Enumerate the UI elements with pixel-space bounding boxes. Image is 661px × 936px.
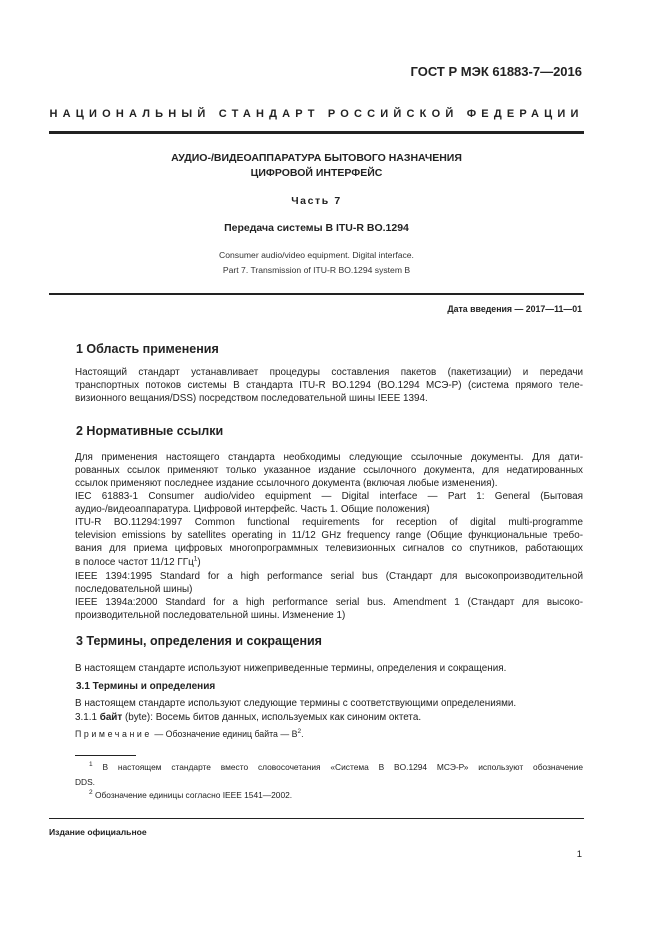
text-line xyxy=(75,556,583,569)
footer-rule xyxy=(49,818,584,819)
footnote-ref-2[interactable]: 2 xyxy=(297,728,302,736)
english-title-line-1: Consumer audio/video equipment. Digital interface. xyxy=(219,250,414,260)
english-title-line-2: Part 7. Transmission of ITU-R BO.1294 system B xyxy=(222,265,411,275)
note-text: — Обозначение единиц байта — B xyxy=(154,729,298,739)
term-3-1-1 xyxy=(75,711,583,724)
section-3-intro xyxy=(75,662,583,675)
note-label: Примечание xyxy=(75,729,152,739)
section-3-heading: 3 Термины, определения и сокращения xyxy=(76,634,322,648)
text-line xyxy=(75,788,583,803)
text-line: производительной последовательной шины. Изменение 1) xyxy=(75,610,346,622)
text-line xyxy=(75,760,583,775)
footnote-2 xyxy=(75,788,583,803)
term-note xyxy=(75,729,304,739)
text-line: вания для приема цифровых многопрограммных телевизионных сигналов со спутников, работающих xyxy=(75,543,583,555)
text-line: Для применения настоящего стандарта необходимы следующие ссылочные документы. Для дати- xyxy=(75,452,583,463)
section-1-paragraph xyxy=(75,366,583,406)
text-line: ITU-R BO.11294:1997 Common functional requirements for reception of digital multi-programme xyxy=(75,517,583,528)
text-line: В настоящем стандарте используют нижеприведенные термины, определения и сокращения. xyxy=(75,663,507,674)
reference-itu-r-bo-11294 xyxy=(75,516,583,569)
part-label: Часть 7 xyxy=(291,195,342,207)
title-line-1: АУДИО-/ВИДЕОАППАРАТУРА БЫТОВОГО НАЗНАЧЕНИЯ xyxy=(171,152,462,164)
text-line: последовательной шины) xyxy=(75,584,193,596)
text-fragment: ) xyxy=(197,556,201,568)
section-2-heading: 2 Нормативные ссылки xyxy=(76,424,224,438)
title-line-2: ЦИФРОВОЙ ИНТЕРФЕЙС xyxy=(250,167,383,179)
subsection-3-1-heading: 3.1 Термины и определения xyxy=(76,681,216,692)
national-standard-header: НАЦИОНАЛЬНЫЙ СТАНДАРТ РОССИЙСКОЙ ФЕДЕРАЦИИ xyxy=(49,108,584,120)
term-name: байт xyxy=(99,712,123,723)
reference-iec-61883-1 xyxy=(75,490,583,516)
footnote-ref-1[interactable]: 1 xyxy=(193,555,198,563)
footnote-text: В настоящем стандарте вместо словосочетания «Система В BO.1294 МСЭ-Р» используют обозначение xyxy=(102,762,584,772)
footnote-mark: 1 xyxy=(89,761,93,769)
subsection-3-1-intro xyxy=(75,697,583,710)
text-line: В настоящем стандарте используют следующие термины с соответствующими определениями. xyxy=(75,698,517,709)
footnote-mark: 2 xyxy=(89,789,93,797)
note-tail: . xyxy=(301,729,304,739)
text-line: DDS. xyxy=(75,776,96,787)
text-line: рованных ссылок применяют только указанное издание ссылочного документа, для недатированных xyxy=(75,465,583,477)
text-line: IEEE 1394a:2000 Standard for a high performance serial bus. Amendment 1 (Стандарт для высоко- xyxy=(75,597,583,608)
page-number: 1 xyxy=(576,849,582,860)
footnote-separator xyxy=(75,755,136,756)
footnote-text: Обозначение единицы согласно IEEE 1541—2002. xyxy=(94,790,293,800)
term-definition: (byte): Восемь битов данных, используемых как синоним октета. xyxy=(124,712,422,723)
edition-label: Издание официальное xyxy=(49,827,147,837)
title-rule xyxy=(49,293,584,295)
reference-ieee-1394 xyxy=(75,570,583,596)
term-number: 3.1.1 xyxy=(75,712,97,723)
text-line: визионного вещания/DSS) посредством последовательной шины IEEE 1394. xyxy=(75,393,428,405)
text-line: транспортных потоков системы В стандарта ITU-R BO.1294 (BO.1294 МСЭ-Р) (система прямого теле- xyxy=(75,380,583,392)
section-2-paragraph-1 xyxy=(75,451,583,491)
reference-ieee-1394a xyxy=(75,596,583,622)
text-line: аудио-/видеоаппаратура. Цифровой интерфейс. Часть 1. Общие положения) xyxy=(75,504,430,516)
document-subtitle: Передача системы В ITU-R BO.1294 xyxy=(224,222,409,234)
text-line: ссылок применяют последнее издание ссылочного документа (включая любые изменения). xyxy=(75,478,498,490)
text-line: IEC 61883-1 Consumer audio/video equipment — Digital interface — Part 1: General (Бытовая xyxy=(75,491,583,502)
section-1-heading: 1 Область применения xyxy=(76,342,219,356)
header-rule xyxy=(49,131,584,134)
text-line: IEEE 1394:1995 Standard for a high performance serial bus (Стандарт для высокопроизводительной xyxy=(75,571,583,582)
text-line: television emissions by satellites operating in 11/12 GHz frequency range (Общие функциональные требо- xyxy=(75,530,583,542)
introduction-date: Дата введения — 2017—11—01 xyxy=(447,304,582,314)
text-line: Настоящий стандарт устанавливает процедуры составления пакетов (пакетизации) и передачи xyxy=(75,367,583,378)
footnote-1 xyxy=(75,760,583,789)
document-number: ГОСТ Р МЭК 61883-7—2016 xyxy=(410,64,582,79)
text-fragment: в полосе частот 11/12 ГГц xyxy=(75,556,194,568)
text-line xyxy=(75,711,583,724)
